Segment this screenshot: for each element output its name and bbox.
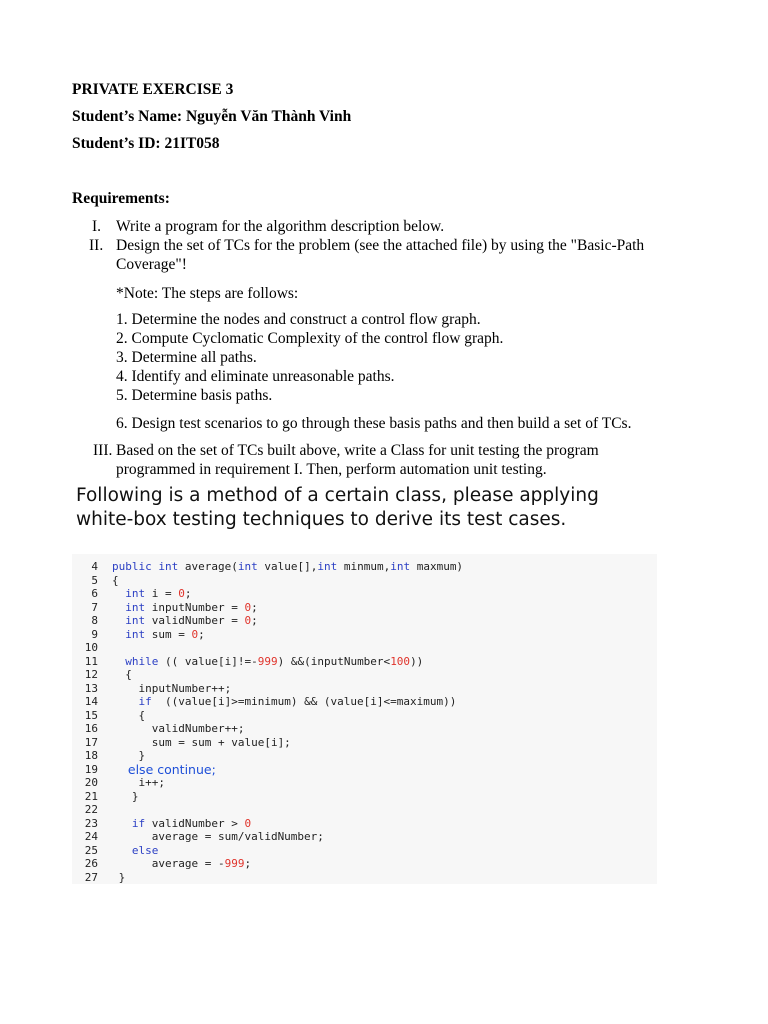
code-text: if ((value[i]>=minimum) && (value[i]<=maximum)) xyxy=(138,695,457,708)
code-text: else continue; xyxy=(112,761,216,777)
line-number: 26 xyxy=(84,857,98,870)
line-number: 9 xyxy=(91,627,98,641)
line-number: 4 xyxy=(91,560,98,573)
code-text: average = -999; xyxy=(112,857,252,870)
code-text: } xyxy=(112,749,146,762)
code-text: sum = sum + value[i]; xyxy=(112,735,291,749)
line-number: 11 xyxy=(84,654,98,668)
code-text: else xyxy=(131,843,159,857)
line-number: 7 xyxy=(91,600,98,614)
step-item: 2. Compute Cyclomatic Complexity of the control flow graph. xyxy=(116,330,504,347)
code-listing xyxy=(72,554,657,884)
line-number: 24 xyxy=(84,830,98,843)
step-item: 6. Design test scenarios to go through these basis paths and then build a set of TCs. xyxy=(116,415,632,432)
requirement-text-continued: Coverage"! xyxy=(116,256,187,273)
code-text: int i = 0; xyxy=(125,587,192,600)
step-item: 4. Identify and eliminate unreasonable paths. xyxy=(116,368,395,385)
line-number: 25 xyxy=(84,843,98,857)
line-number: 18 xyxy=(84,749,98,762)
student-id: Student’s ID: 21IT058 xyxy=(72,135,220,152)
student-name: Student’s Name: Nguyễn Văn Thành Vinh xyxy=(72,108,352,125)
requirement-text-continued: programmed in requirement I. Then, perform automation unit testing. xyxy=(116,461,547,478)
exercise-title: PRIVATE EXERCISE 3 xyxy=(72,81,234,98)
note-text: *Note: The steps are follows: xyxy=(116,285,299,302)
code-text: public int average(int value[],int minmum,int maxmum) xyxy=(112,560,464,573)
code-figure xyxy=(72,482,657,892)
code-text: inputNumber++; xyxy=(112,681,232,695)
document-page: PRIVATE EXERCISE 3 Student’s Name: Nguyễn Văn Thành Vinh Student’s ID: 21IT058 Requirements: I. Write a program for the algorithm description below. II. Design the set of TCs for the problem (see the attached file) by using the "Basic-Path Coverage"! *Note: The steps are follows: 1. Determine the nodes and construct a control flow graph. 2. Compute Cyclomatic Complexity of the control flow graph. 3. Determine all paths. 4. Identify and eliminate unreasonable paths. 5. Determine basis paths. 6. Design test scenarios to go through these basis paths and then build a set of TCs. III. Based on the set of TCs built above, write a Class for unit testing the program programmed in requirement I. Then, perform automation unit testing. Following is a method of a certain class, please applying white-box testing techniques to derive its test cases. 4 public int average(int value[],int minmum,int maxmum) 5 { 6 int i = 0; 7 int inputNumber = 0; 8 int validNumber = 0; 9 int sum = 0; 10 11 while (( value[i]!=-999) &&(inputNumber<100)) 12 { 13 inputNumber++; 14 if ((value[i]>=minimum) && (value[i]<=maximum)) 15 { 16 validNumber++; 17 sum = sum + value[i]; 18 } 19 else continue; 20 i++; 21 } 22 23 if validNumber > 0 24 average = sum/validNumber; 25 else 26 average = -999; 27 } xyxy=(0,0,768,1024)
code-text: { xyxy=(112,573,119,587)
code-text: average = sum/validNumber; xyxy=(112,830,324,843)
line-number: 5 xyxy=(91,573,98,587)
step-item: 3. Determine all paths. xyxy=(116,349,257,366)
line-number: 10 xyxy=(84,641,98,654)
requirement-text: Write a program for the algorithm description below. xyxy=(116,218,445,235)
line-number: 14 xyxy=(84,695,98,708)
figure-title-line: Following is a method of a certain class, please applying xyxy=(76,485,599,506)
code-text: } xyxy=(112,870,126,884)
requirement-text: Design the set of TCs for the problem (see the attached file) by using the "Basic-Path xyxy=(116,237,645,254)
line-number: 15 xyxy=(84,708,98,722)
line-number: 12 xyxy=(84,668,98,681)
line-number: 22 xyxy=(84,803,98,816)
code-text: while (( value[i]!=-999) &&(inputNumber<100)) xyxy=(125,654,424,668)
code-text: { xyxy=(112,668,132,681)
line-number: 8 xyxy=(91,614,98,627)
code-text: } xyxy=(112,789,139,803)
code-text: validNumber++; xyxy=(112,722,245,735)
line-number: 20 xyxy=(84,776,98,789)
code-text: int validNumber = 0; xyxy=(125,614,258,627)
line-number: 21 xyxy=(84,789,98,803)
requirements-heading: Requirements: xyxy=(72,190,170,207)
code-text: i++; xyxy=(112,776,165,789)
line-number: 23 xyxy=(84,816,98,830)
figure-title-line: white-box testing techniques to derive its test cases. xyxy=(76,509,567,530)
line-number: 17 xyxy=(84,735,98,749)
code-text: int sum = 0; xyxy=(125,627,205,641)
line-number: 6 xyxy=(91,587,98,600)
code-text: if validNumber > 0 xyxy=(131,816,252,830)
code-text: { xyxy=(112,708,146,722)
step-item: 5. Determine basis paths. xyxy=(116,387,273,404)
line-number: 27 xyxy=(84,870,98,884)
step-item: 1. Determine the nodes and construct a control flow graph. xyxy=(116,311,481,328)
line-number: 13 xyxy=(84,681,98,695)
line-number: 16 xyxy=(84,722,98,735)
line-number: 19 xyxy=(84,762,98,776)
requirement-text: Based on the set of TCs built above, write a Class for unit testing the program xyxy=(116,442,599,459)
code-text: int inputNumber = 0; xyxy=(125,600,258,614)
